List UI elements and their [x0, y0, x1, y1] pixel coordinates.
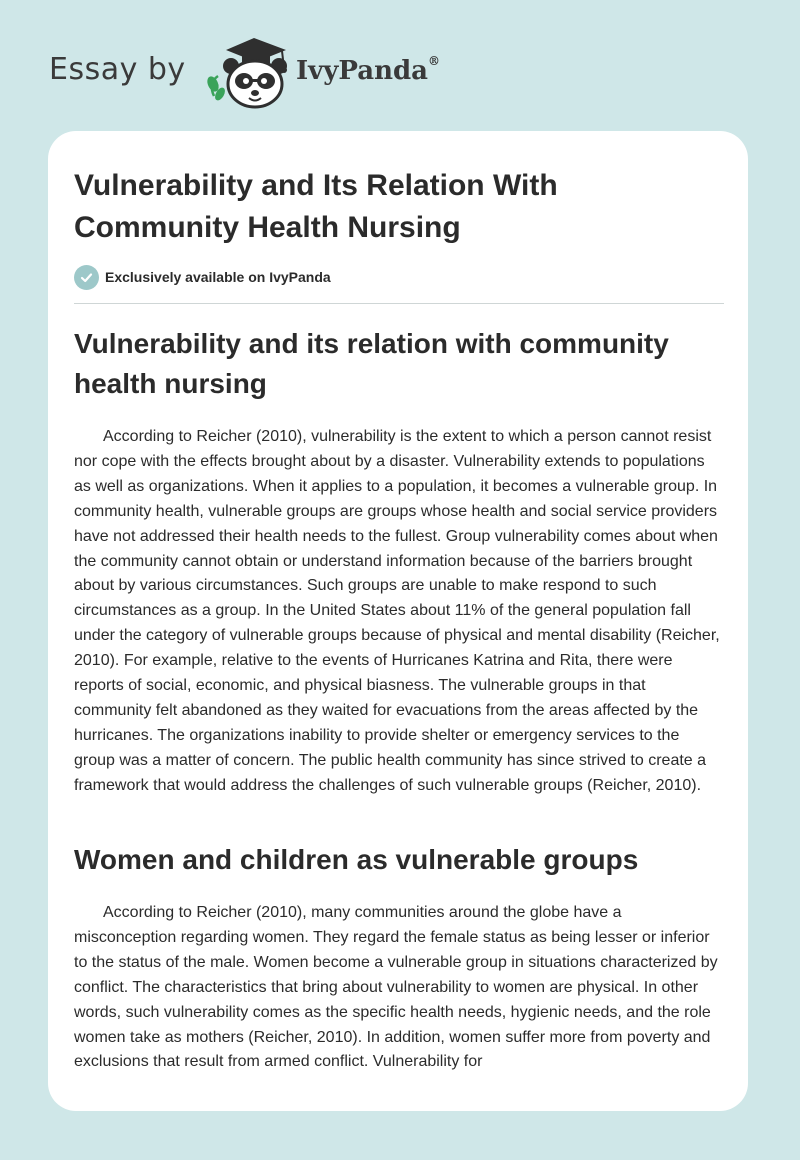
essay-by-label: Essay by — [49, 52, 186, 87]
article-title: Vulnerability and Its Relation With Community Health Nursing — [74, 169, 558, 244]
brand-name[interactable] — [296, 56, 440, 86]
divider — [74, 303, 724, 304]
section-heading-vulnerability: Vulnerability and its relation with community health nursing — [74, 328, 669, 399]
check-icon — [74, 265, 99, 290]
brand-text: IvyPanda — [296, 56, 429, 86]
site-header — [0, 0, 800, 120]
article-card — [48, 131, 748, 1111]
exclusive-label: Exclusively available on IvyPanda — [105, 269, 331, 285]
exclusive-badge — [74, 264, 331, 290]
section-paragraph-women-children: According to Reicher (2010), many communities around the globe have a misconception regarding women. They regard the female status as being lesser or inferior to the status of the male. Women become a vulnerable group in situations characterized by conflict. The characteristics that bring about vulnerability to women are physical. In other words, such vulnerability comes as the specific health needs, hygienic needs, and the role women take as mothers (Reicher, 2010). In addition, women suffer more from poverty and exclusions that result from armed conflict. Vulnerability for — [74, 904, 718, 1071]
section-heading-women-children: Women and children as vulnerable groups — [74, 844, 639, 875]
registered-mark: ® — [428, 54, 441, 68]
section-paragraph-vulnerability: According to Reicher (2010), vulnerability is the extent to which a person cannot resist nor cope with the effects brought about by a disaster. Vulnerability extends to populations as well as organizations. When it applies to a population, it becomes a vulnerable group. In community health, vulnerable groups are groups whose health and social service providers have not addressed their health needs to the fullest. Group vulnerability comes about when the community cannot obtain or understand information because of the barriers brought about by various circumstances. Such groups are unable to make respond to such circumstances as a group. In the United States about 11% of the general population fall under the category of vulnerable groups because of physical and mental disability (Reicher, 2010). For example, relative to the events of Hurricanes Katrina and Rita, there were reports of social, economic, and physical biasness. The vulnerable groups in that community felt abandoned as they waited for evacuations from the areas affected by the hurricanes. The organizations inability to provide shelter or emergency services to the group was a matter of concern. The public health community has since strived to create a framework that would address the challenges of such vulnerable groups (Reicher, 2010). — [74, 428, 720, 794]
panda-logo-icon[interactable] — [204, 34, 292, 110]
